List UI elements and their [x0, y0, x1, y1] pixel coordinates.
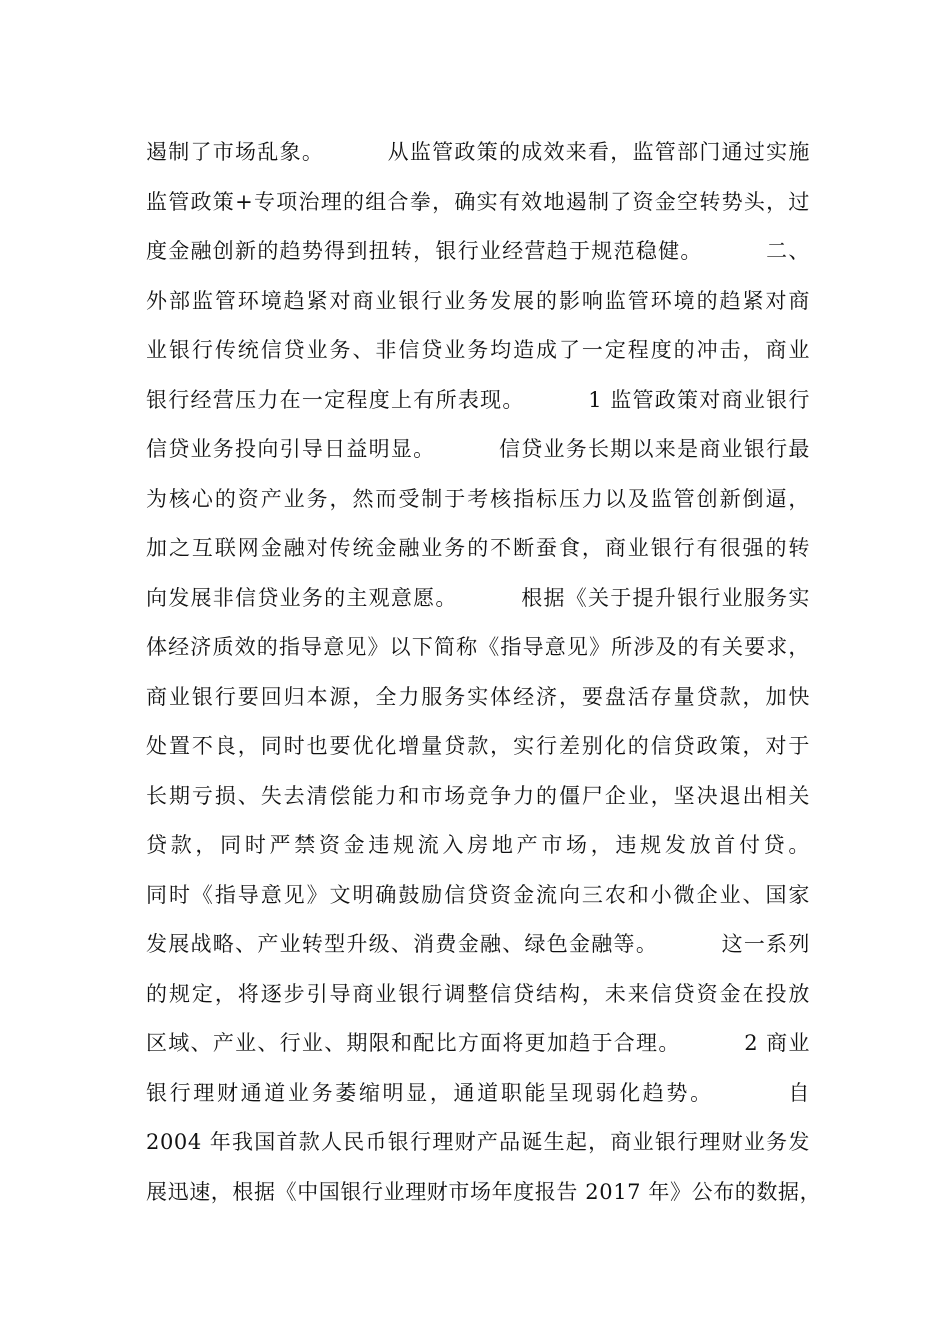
- text-line: 的规定，将逐步引导商业银行调整信贷结构，未来信贷资金在投放: [146, 981, 810, 1006]
- text-line: 外部监管环境趋紧对商业银行业务发展的影响监管环境的趋紧对商: [146, 288, 810, 313]
- text-line: 商业银行要回归本源，全力服务实体经济，要盘活存量贷款，加快: [146, 684, 810, 709]
- text-line: 2004 年我国首款人民币银行理财产品诞生起，商业银行理财业务发: [146, 1130, 810, 1154]
- text-line: 处置不良，同时也要优化增量贷款，实行差别化的信贷政策，对于: [146, 734, 810, 758]
- text-line: 监管政策+专项治理的组合拳，确实有效地遏制了资金空转势头，过: [146, 189, 810, 214]
- text-line: 银行理财通道业务萎缩明显，通道职能呈现弱化趋势。 自: [146, 1080, 810, 1105]
- text-line: 遏制了市场乱象。 从监管政策的成效来看，监管部门通过实施: [146, 140, 810, 164]
- text-line: 向发展非信贷业务的主观意愿。 根据《关于提升银行业服务实: [146, 585, 810, 610]
- text-line: 银行经营压力在一定程度上有所表现。 1 监管政策对商业银行: [146, 387, 810, 412]
- text-line: 体经济质效的指导意见》以下简称《指导意见》所涉及的有关要求，: [146, 635, 810, 659]
- text-line: 信贷业务投向引导日益明显。 信贷业务长期以来是商业银行最: [146, 437, 810, 461]
- text-line: 区域、产业、行业、期限和配比方面将更加趋于合理。 2 商业: [146, 1031, 810, 1055]
- text-line: 发展战略、产业转型升级、消费金融、绿色金融等。 这一系列: [146, 932, 810, 956]
- text-line: 贷款，同时严禁资金违规流入房地产市场，违规发放首付贷。: [146, 833, 810, 857]
- text-line: 展迅速，根据《中国银行业理财市场年度报告 2017 年》公布的数据，: [146, 1179, 822, 1204]
- text-line: 为核心的资产业务，然而受制于考核指标压力以及监管创新倒逼，: [146, 486, 810, 511]
- text-line: 度金融创新的趋势得到扭转，银行业经营趋于规范稳健。 二、: [146, 239, 810, 263]
- body-text: [146, 132, 822, 1221]
- text-line: 加之互联网金融对传统金融业务的不断蚕食，商业银行有很强的转: [146, 536, 810, 560]
- text-line: 业银行传统信贷业务、非信贷业务均造成了一定程度的冲击，商业: [146, 338, 810, 362]
- text-line: 长期亏损、失去清偿能力和市场竞争力的僵尸企业，坚决退出相关: [146, 783, 810, 808]
- text-line: 同时《指导意见》文明确鼓励信贷资金流向三农和小微企业、国家: [146, 882, 810, 907]
